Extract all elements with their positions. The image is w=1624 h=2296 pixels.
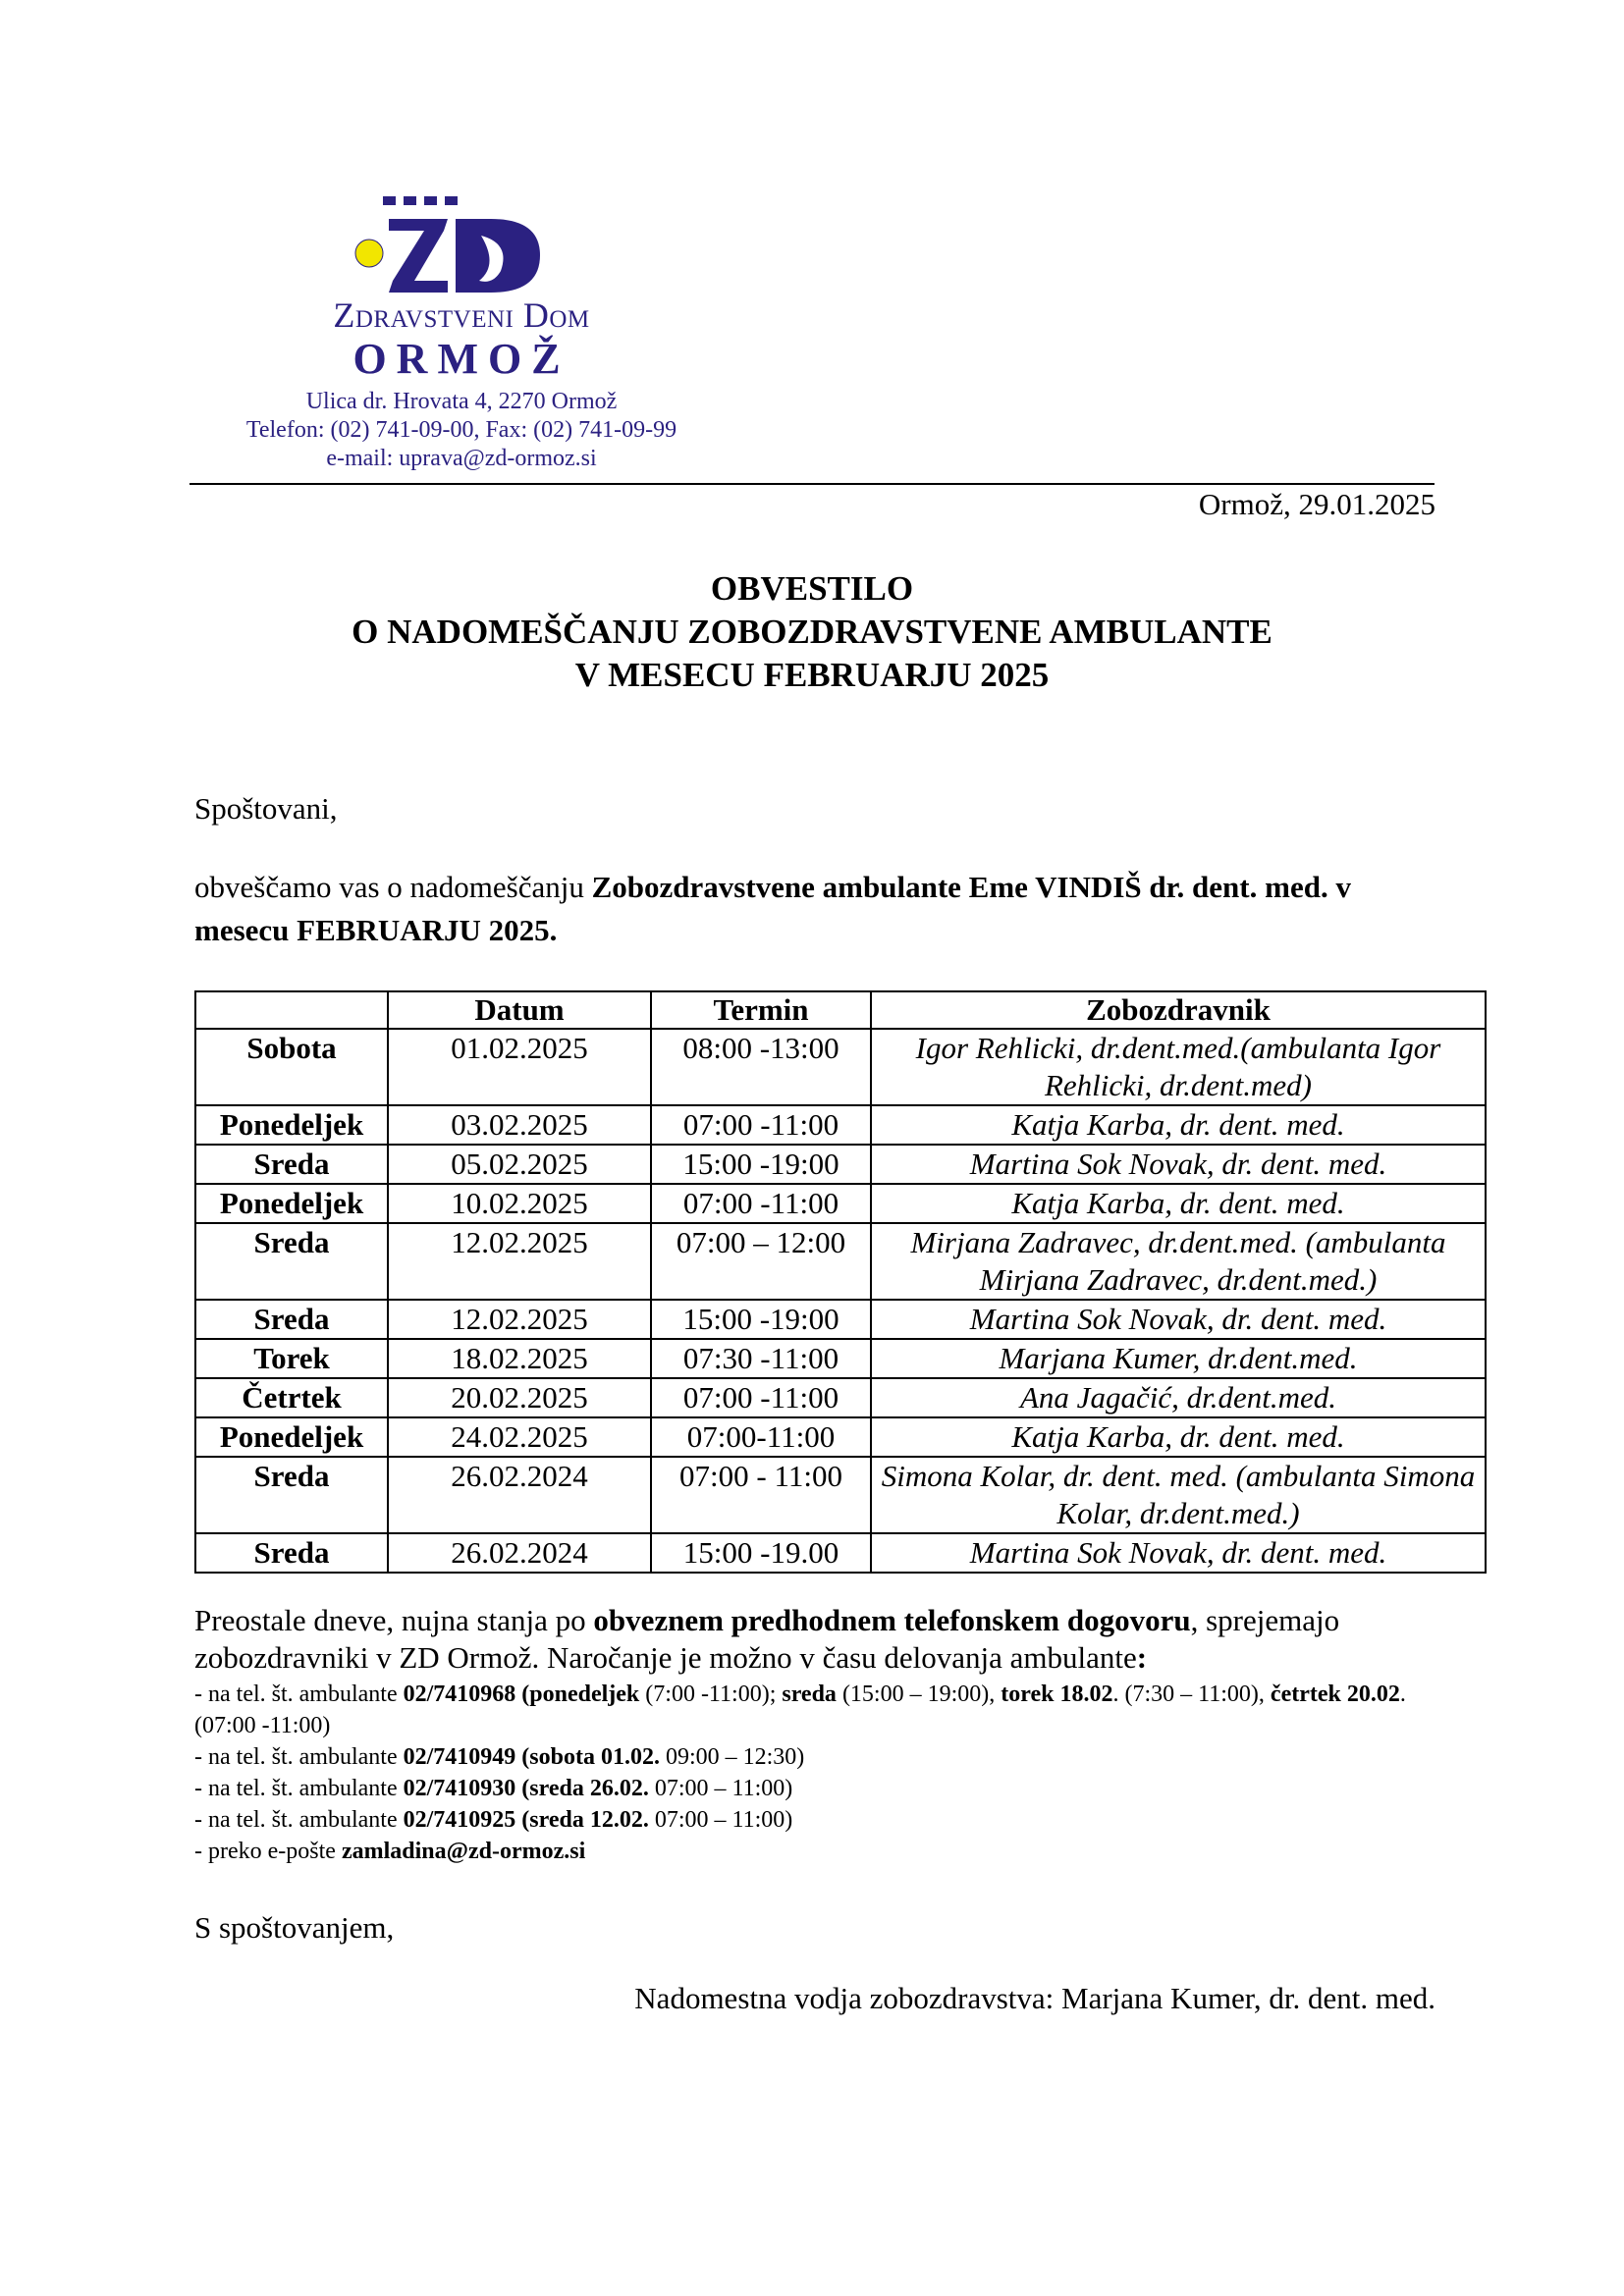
cell-day: Sreda [195,1300,388,1339]
cell-day: Sreda [195,1457,388,1533]
table-row [195,1029,1486,1105]
contact-bold: torek 18.02 [1001,1682,1113,1707]
contact-text: - na tel. št. ambulante [194,1682,404,1707]
header-day [195,991,388,1029]
intro-text: obveščamo vas o nadomeščanju [194,870,592,904]
table-row [195,1223,1486,1300]
cell-dentist: Mirjana Zadravec, dr.dent.med. (ambulanta Mirjana Zadravec, dr.dent.med.) [871,1223,1486,1300]
cell-day: Sobota [195,1029,388,1105]
greeting: Spoštovani, [194,791,338,826]
cell-time: 15:00 -19.00 [651,1533,871,1573]
cell-dentist: Katja Karba, dr. dent. med. [871,1417,1486,1457]
contact-text: - na tel. št. ambulante [194,1744,404,1770]
intro-paragraph [194,866,1441,952]
clinic-email: e-mail: uprava@zd-ormoz.si [326,446,597,471]
cell-time: 07:00 – 12:00 [651,1223,871,1300]
cell-day: Četrtek [195,1378,388,1417]
table-row [195,1533,1486,1573]
note-bold: obveznem predhodnem telefonskem dogovoru [593,1603,1191,1637]
contact-bold: četrtek 20.02 [1270,1682,1400,1707]
cell-time: 07:00 -11:00 [651,1184,871,1223]
document-title: OBVESTILO [710,569,914,608]
cell-date: 24.02.2025 [388,1417,651,1457]
contact-line [194,1741,1412,1773]
document-date: Ormož, 29.01.2025 [1198,487,1435,521]
cell-dentist: Simona Kolar, dr. dent. med. (ambulanta Simona Kolar, dr.dent.med.) [871,1457,1486,1533]
document-subtitle-2: V MESECU FEBRUARJU 2025 [574,656,1050,694]
contact-bold: 02/7410949 (sobota 01.02. [403,1744,660,1770]
contact-text: 07:00 – 11:00) [648,1807,793,1833]
contact-line [194,1679,1412,1741]
substitution-schedule-table [194,990,1487,1574]
cell-dentist: Martina Sok Novak, dr. dent. med. [871,1533,1486,1573]
contact-text: - na tel. št. ambulante [194,1807,404,1833]
note-text: , sprejemajo zobozdravniki v ZD Ormož. Naročanje je možno v času delovanja ambulante [194,1603,1340,1675]
cell-date: 12.02.2025 [388,1223,651,1300]
cell-date: 01.02.2025 [388,1029,651,1105]
contact-text: 07:00 – 11:00) [648,1776,793,1801]
cell-day: Ponedeljek [195,1184,388,1223]
cell-day: Ponedeljek [195,1105,388,1145]
contact-text: - na tel. št. ambulante [194,1776,404,1801]
cell-time: 07:00 - 11:00 [651,1457,871,1533]
cell-day: Sreda [195,1223,388,1300]
cell-dentist: Katja Karba, dr. dent. med. [871,1184,1486,1223]
table-row [195,1457,1486,1533]
table-header-row [195,991,1486,1029]
cell-date: 18.02.2025 [388,1339,651,1378]
clinic-town: ORMOŽ [352,335,570,383]
cell-time: 08:00 -13:00 [651,1029,871,1105]
cell-date: 10.02.2025 [388,1184,651,1223]
cell-time: 07:00 -11:00 [651,1105,871,1145]
contact-line [194,1804,1412,1836]
header-dentist: Zobozdravnik [871,991,1486,1029]
cell-time: 07:00 -11:00 [651,1378,871,1417]
cell-day: Torek [195,1339,388,1378]
cell-time: 07:30 -11:00 [651,1339,871,1378]
contact-bold: 02/7410968 (ponedeljek [403,1682,640,1707]
cell-dentist: Marjana Kumer, dr.dent.med. [871,1339,1486,1378]
cell-dentist: Ana Jagačić, dr.dent.med. [871,1378,1486,1417]
cell-dentist: Martina Sok Novak, dr. dent. med. [871,1145,1486,1184]
cell-time: 07:00-11:00 [651,1417,871,1457]
table-row [195,1339,1486,1378]
contact-email: zamladina@zd-ormoz.si [341,1839,586,1864]
cell-time: 15:00 -19:00 [651,1300,871,1339]
contact-text: . (7:30 – 11:00), [1112,1682,1271,1707]
table-row [195,1378,1486,1417]
table-row [195,1300,1486,1339]
closing: S spoštovanjem, [194,1910,395,1945]
cell-day: Sreda [195,1145,388,1184]
contact-text: - preko e-pošte [194,1839,342,1864]
contact-text: (15:00 – 19:00), [836,1682,1001,1707]
emergency-note [194,1602,1441,1677]
note-bold: : [1136,1640,1148,1675]
table-row [195,1417,1486,1457]
header-date: Datum [388,991,651,1029]
clinic-name: Zdravstveni Dom [333,295,590,335]
cell-day: Sreda [195,1533,388,1573]
table-row [195,1184,1486,1223]
cell-time: 15:00 -19:00 [651,1145,871,1184]
contact-line [194,1836,1412,1867]
letterhead-divider [189,483,1435,485]
cell-date: 05.02.2025 [388,1145,651,1184]
cell-date: 26.02.2024 [388,1457,651,1533]
cell-date: 12.02.2025 [388,1300,651,1339]
signature: Nadomestna vodja zobozdravstva: Marjana Kumer, dr. dent. med. [634,1981,1435,2015]
cell-date: 20.02.2025 [388,1378,651,1417]
cell-date: 26.02.2024 [388,1533,651,1573]
clinic-address: Ulica dr. Hrovata 4, 2270 Ormož [305,389,618,414]
clinic-logo [353,194,550,304]
intro-bold: Zobozdravstvene ambulante Eme VINDIŠ dr. dent. med. v mesecu FEBRUARJU 2025. [194,870,1351,947]
contact-text: 09:00 – 12:30) [659,1744,805,1770]
header-time: Termin [651,991,871,1029]
note-text: Preostale dneve, nujna stanja po [194,1603,594,1637]
cell-day: Ponedeljek [195,1417,388,1457]
cell-date: 03.02.2025 [388,1105,651,1145]
contact-bold: sreda [782,1682,837,1707]
contact-bold: 02/7410930 (sreda 26.02. [403,1776,649,1801]
cell-dentist: Martina Sok Novak, dr. dent. med. [871,1300,1486,1339]
contact-text: (7:00 -11:00); [639,1682,783,1707]
clinic-phone: Telefon: (02) 741-09-00, Fax: (02) 741-09-99 [245,417,677,443]
cell-dentist: Katja Karba, dr. dent. med. [871,1105,1486,1145]
contact-bold: 02/7410925 (sreda 12.02. [403,1807,649,1833]
cell-dentist: Igor Rehlicki, dr.dent.med.(ambulanta Igor Rehlicki, dr.dent.med) [871,1029,1486,1105]
contact-line [194,1773,1412,1804]
document-subtitle-1: O NADOMEŠČANJU ZOBOZDRAVSTVENE AMBULANTE [352,613,1272,651]
table-row [195,1105,1486,1145]
contact-text: . (07:00 -11:00) [194,1682,1406,1738]
table-row [195,1145,1486,1184]
